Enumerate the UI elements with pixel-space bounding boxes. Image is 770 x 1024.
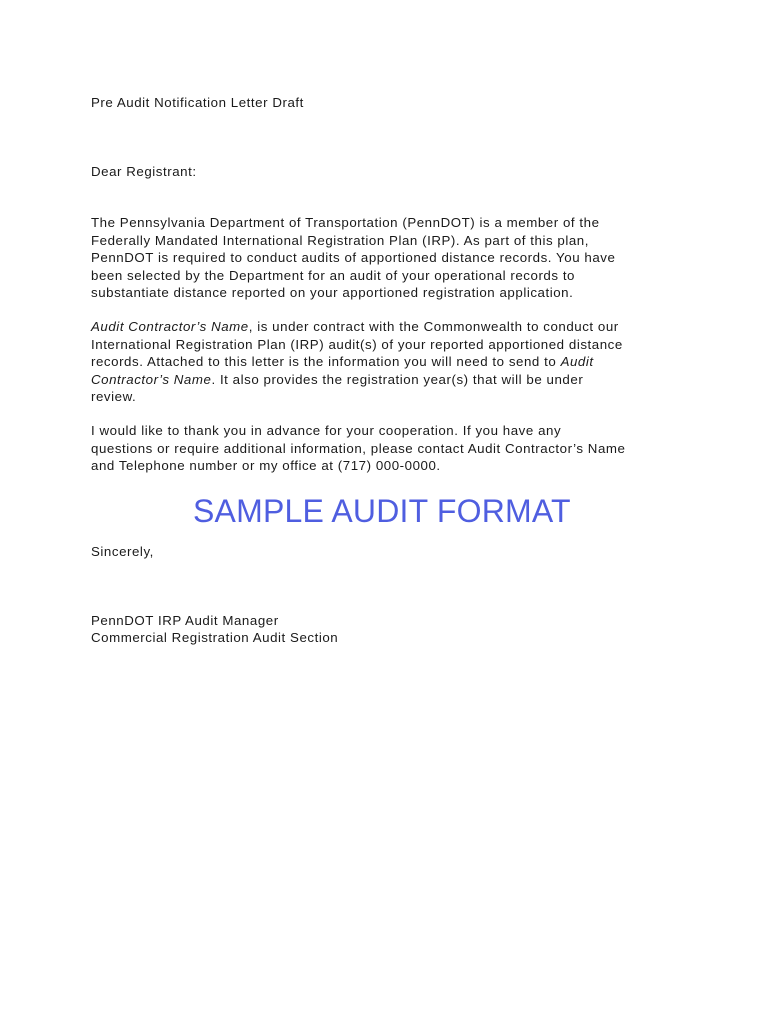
- contractor-name-placeholder: Audit: [560, 354, 594, 369]
- paragraph-intro-line: PennDOT is required to conduct audits of apportioned distance records. You have: [91, 250, 616, 265]
- paragraph-contractor: [91, 318, 691, 406]
- paragraph-thanks-line: I would like to thank you in advance for your cooperation. If you have any: [91, 423, 562, 438]
- paragraph-contractor-line: review.: [91, 389, 137, 404]
- paragraph-intro-line: been selected by the Department for an audit of your operational records to: [91, 267, 576, 283]
- signature-section: Commercial Registration Audit Section: [91, 630, 339, 645]
- letter-title: Pre Audit Notification Letter Draft: [91, 95, 304, 110]
- salutation: Dear Registrant:: [91, 164, 197, 179]
- paragraph-thanks-line: and Telephone number or my office at (717) 000-0000.: [91, 458, 441, 473]
- paragraph-intro: [91, 214, 691, 302]
- contractor-text: records. Attached to this letter is the information you will need to send to: [91, 354, 561, 369]
- sample-watermark: SAMPLE AUDIT FORMAT: [193, 493, 571, 529]
- paragraph-intro-line: Federally Mandated International Registration Plan (IRP). As part of this plan,: [91, 232, 589, 248]
- paragraph-contractor-line: [91, 318, 691, 336]
- contractor-text: , is under contract with the Commonwealth to conduct our: [248, 319, 619, 334]
- paragraph-contractor-line: [91, 353, 691, 371]
- paragraph-contractor-line: [91, 371, 691, 389]
- paragraph-thanks-line: questions or require additional information, please contact Audit Contractor’s Name: [91, 440, 626, 456]
- paragraph-contractor-line: International Registration Plan (IRP) audit(s) of your reported apportioned distance: [91, 336, 623, 352]
- signature-title: PennDOT IRP Audit Manager: [91, 613, 279, 628]
- paragraph-intro-line: The Pennsylvania Department of Transportation (PennDOT) is a member of the: [91, 215, 600, 230]
- closing: Sincerely,: [91, 544, 154, 559]
- contractor-name-placeholder: Contractor’s Name: [91, 371, 212, 387]
- contractor-text: . It also provides the registration year(s) that will be under: [211, 371, 584, 387]
- paragraph-intro-line: substantiate distance reported on your apportioned registration application.: [91, 285, 574, 300]
- paragraph-thanks: [91, 422, 691, 475]
- contractor-name-placeholder: Audit Contractor’s Name: [91, 319, 249, 334]
